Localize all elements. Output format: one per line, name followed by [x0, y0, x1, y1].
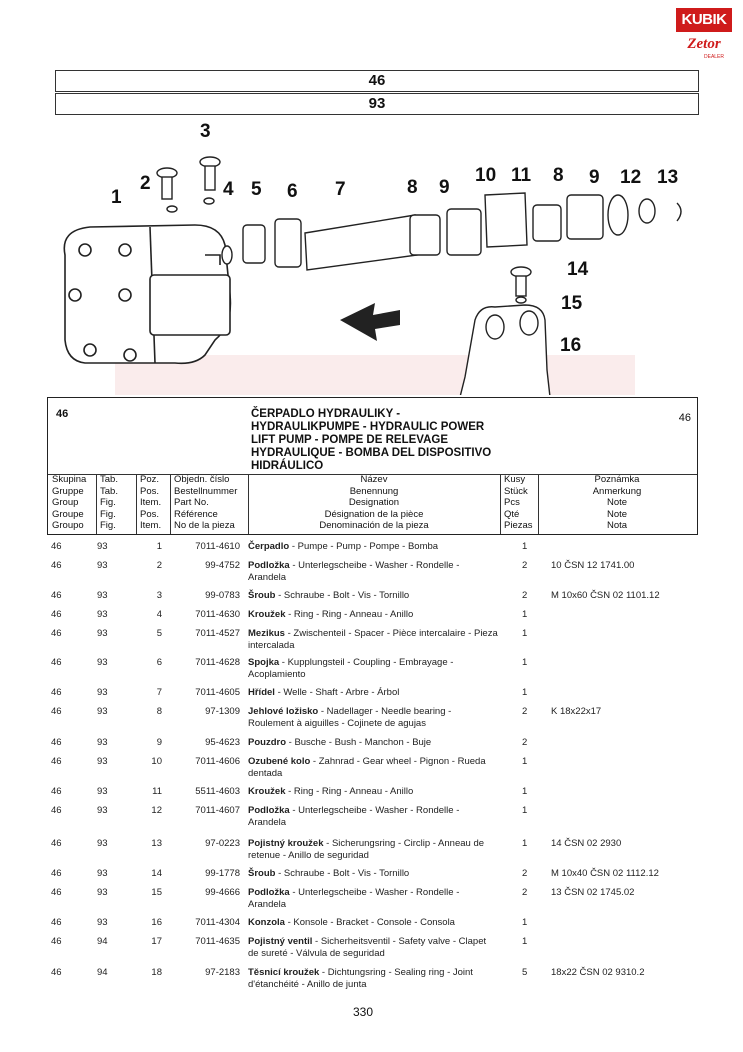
row-position: 2: [156, 560, 162, 571]
row-table: 94: [97, 967, 108, 978]
row-group: 46: [51, 609, 62, 620]
row-group: 46: [51, 917, 62, 928]
row-note: M 10x40 ČSN 02 1112.12: [551, 868, 659, 879]
row-group: 46: [51, 967, 62, 978]
row-quantity: 1: [522, 786, 528, 797]
row-position: 10: [151, 756, 162, 767]
row-quantity: 1: [522, 936, 528, 947]
row-designation-name: Kroužek: [248, 786, 286, 797]
col-head-group: Skupina Gruppe Group Groupe Groupo: [52, 474, 97, 534]
row-quantity: 1: [522, 657, 528, 668]
row-position: 18: [151, 967, 162, 978]
row-table: 93: [97, 628, 108, 639]
row-part-number: 99-0783: [205, 590, 240, 601]
row-quantity: 2: [522, 706, 528, 717]
row-table: 93: [97, 737, 108, 748]
row-group: 46: [51, 756, 62, 767]
row-designation: Podložka - Unterlegscheibe - Washer - Rondelle - Arandela: [248, 560, 460, 583]
row-part-number: 7011-4630: [195, 609, 240, 620]
bolt-parts: [157, 157, 220, 212]
row-quantity: 1: [522, 805, 528, 816]
row-designation: Spojka - Kupplungsteil - Coupling - Embrayage - Acoplamiento: [248, 657, 454, 680]
row-quantity: 5: [522, 967, 528, 978]
row-designation: Podložka - Unterlegscheibe - Washer - Rondelle - Arandela: [248, 805, 460, 828]
row-quantity: 2: [522, 590, 528, 601]
row-designation: Pojistný kroužek - Sicherungsring - Circlip - Anneau de retenue - Anillo de seguridad: [248, 838, 485, 861]
row-designation-name: Konzola: [248, 917, 285, 928]
row-group: 46: [51, 687, 62, 698]
row-table: 93: [97, 756, 108, 767]
title-line: HYDRAULIKPUMPE - HYDRAULIC POWER: [251, 421, 485, 433]
row-designation: Mezikus - Zwischenteil - Spacer - Pièce intercalaire - Pieza intercalada: [248, 628, 498, 651]
row-group: 46: [51, 838, 62, 849]
col-head-designation: Název Benennung Designation Désignation de la pièce Denominación de la pieza: [248, 474, 501, 534]
row-designation-name: Pojistný kroužek: [248, 838, 324, 849]
table-number-header: 93: [55, 93, 699, 115]
row-note: 13 ČSN 02 1745.02: [551, 887, 635, 898]
row-quantity: 1: [522, 541, 528, 552]
row-part-number: 7011-4606: [195, 756, 240, 767]
row-table: 93: [97, 838, 108, 849]
row-table: 93: [97, 687, 108, 698]
row-designation-name: Čerpadlo: [248, 541, 290, 552]
logo-dealer-text: DEALER: [704, 54, 725, 60]
row-part-number: 7011-4628: [195, 657, 240, 668]
row-note: K 18x22x17: [551, 706, 602, 717]
row-quantity: 1: [522, 756, 528, 767]
row-table: 93: [97, 706, 108, 717]
logo-kubik-text: KUBIK: [676, 8, 732, 32]
row-table: 93: [97, 657, 108, 668]
parts-table-header: [47, 397, 698, 535]
row-quantity: 2: [522, 737, 528, 748]
shaft-assembly: [222, 193, 681, 270]
group-code: 46: [56, 408, 69, 420]
callout-label: 16: [560, 335, 582, 356]
row-part-number: 7011-4610: [195, 541, 240, 552]
row-table: 93: [97, 590, 108, 601]
row-note: 14 ČSN 02 2930: [551, 838, 622, 849]
row-quantity: 2: [522, 868, 528, 879]
col-head-part-no: Objedn. číslo Bestellnummer Part No. Référence No de la pieza: [172, 474, 249, 534]
row-position: 3: [156, 590, 162, 601]
row-position: 1: [156, 541, 162, 552]
row-table: 93: [97, 887, 108, 898]
row-designation-name: Jehlové ložisko: [248, 706, 319, 717]
exploded-diagram: [55, 115, 695, 395]
row-designation: Hřídel - Welle - Shaft - Arbre - Árbol: [248, 687, 400, 698]
row-group: 46: [51, 590, 62, 601]
callout-label: 5: [251, 179, 262, 200]
row-quantity: 1: [522, 917, 528, 928]
row-group: 46: [51, 560, 62, 571]
row-group: 46: [51, 936, 62, 947]
callout-label: 8: [553, 165, 564, 186]
row-group: 46: [51, 657, 62, 668]
row-designation-name: Kroužek: [248, 609, 286, 620]
row-part-number: 7011-4635: [195, 936, 240, 947]
row-designation-name: Spojka: [248, 657, 280, 668]
row-table: 93: [97, 560, 108, 571]
row-table: 93: [97, 609, 108, 620]
row-position: 11: [152, 786, 162, 797]
row-part-number: 7011-4527: [195, 628, 240, 639]
group-number-header: 46: [55, 70, 699, 92]
callout-label: 12: [620, 167, 642, 188]
row-position: 6: [156, 657, 162, 668]
callout-label: 9: [439, 177, 450, 198]
assembly-title: [251, 408, 491, 473]
callout-label: 6: [287, 181, 298, 202]
row-position: 14: [151, 868, 162, 879]
callout-label: 2: [140, 173, 151, 194]
row-part-number: 95-4623: [205, 737, 240, 748]
row-position: 15: [151, 887, 162, 898]
row-designation: Jehlové ložisko - Nadellager - Needle bearing - Roulement à aiguilles - Cojinete de agujas: [248, 706, 452, 729]
row-designation-name: Pojistný ventil: [248, 936, 313, 947]
row-position: 13: [151, 838, 162, 849]
row-designation-name: Podložka: [248, 887, 290, 898]
row-designation: Konzola - Konsole - Bracket - Console - Consola: [248, 917, 455, 928]
callout-label: 4: [223, 179, 234, 200]
row-table: 93: [97, 805, 108, 816]
row-designation-name: Pouzdro: [248, 737, 286, 748]
bracket-part: [460, 267, 550, 395]
row-quantity: 2: [522, 887, 528, 898]
row-table: 94: [97, 936, 108, 947]
callout-label: 1: [111, 187, 122, 208]
row-designation-name: Těsnicí kroužek: [248, 967, 320, 978]
callout-label: 11: [511, 165, 532, 186]
title-line: HIDRÁULICO: [251, 460, 324, 472]
col-head-table: Tab. Tab. Fig. Fig. Fig.: [98, 474, 137, 534]
row-quantity: 1: [522, 687, 528, 698]
row-designation: Těsnicí kroužek - Dichtungsring - Sealing ring - Joint d'étanchéité - Anillo de junta: [248, 967, 473, 990]
title-line: ČERPADLO HYDRAULIKY -: [251, 408, 401, 420]
row-designation: Podložka - Unterlegscheibe - Washer - Rondelle - Arandela: [248, 887, 460, 910]
row-designation-name: Podložka: [248, 805, 290, 816]
row-designation: Kroužek - Ring - Ring - Anneau - Anillo: [248, 609, 414, 620]
row-position: 8: [156, 706, 162, 717]
row-position: 5: [156, 628, 162, 639]
row-designation: Čerpadlo - Pumpe - Pump - Pompe - Bomba: [248, 541, 439, 552]
direction-arrow: [340, 303, 400, 341]
row-group: 46: [51, 786, 62, 797]
row-part-number: 99-1778: [205, 868, 240, 879]
row-group: 46: [51, 706, 62, 717]
callout-label: 3: [200, 121, 211, 142]
row-note: 10 ČSN 12 1741.00: [551, 560, 635, 571]
callout-label: 14: [567, 259, 589, 280]
title-line: LIFT PUMP - POMPE DE RELEVAGE: [251, 434, 449, 446]
row-note: M 10x60 ČSN 02 1101.12: [551, 590, 660, 601]
row-group: 46: [51, 805, 62, 816]
row-position: 12: [151, 805, 162, 816]
row-position: 7: [156, 687, 162, 698]
row-table: 93: [97, 868, 108, 879]
kubik-zetor-logo: [676, 8, 732, 64]
callout-label: 8: [407, 177, 418, 198]
page-number: 330: [353, 1005, 374, 1019]
title-line: HYDRAULIQUE - BOMBA DEL DISPOSITIVO: [251, 447, 492, 459]
row-designation-name: Mezikus: [248, 628, 285, 639]
row-part-number: 97-0223: [205, 838, 240, 849]
col-head-note: Poznámka Anmerkung Note Note Nota: [592, 474, 642, 531]
row-quantity: 1: [522, 609, 528, 620]
row-part-number: 97-1309: [205, 706, 240, 717]
row-part-number: 7011-4607: [195, 805, 240, 816]
row-position: 16: [151, 917, 162, 928]
row-designation-name: Hřídel: [248, 687, 275, 698]
row-part-number: 99-4666: [205, 887, 240, 898]
logo-zetor-text: Zetor: [687, 36, 721, 52]
row-quantity: 2: [522, 560, 528, 571]
callout-label: 10: [475, 165, 497, 186]
row-designation: Šroub - Schraube - Bolt - Vis - Tornillo: [248, 868, 410, 879]
row-group: 46: [51, 628, 62, 639]
callout-label: 9: [589, 167, 600, 188]
group-code-right: 46: [678, 412, 691, 424]
row-table: 93: [97, 786, 108, 797]
row-note: 18x22 ČSN 02 9310.2: [551, 967, 645, 978]
pump-body-part: [64, 225, 230, 363]
row-part-number: 7011-4304: [195, 917, 240, 928]
row-designation-name: Ozubené kolo: [248, 756, 311, 767]
row-group: 46: [51, 737, 62, 748]
row-position: 4: [156, 609, 162, 620]
row-group: 46: [51, 541, 62, 552]
row-quantity: 1: [522, 838, 528, 849]
row-quantity: 1: [522, 628, 528, 639]
col-head-position: Poz. Pos. Item. Pos. Item.: [138, 474, 171, 534]
row-designation-name: Šroub: [248, 868, 276, 879]
row-position: 9: [156, 737, 162, 748]
row-designation: Šroub - Schraube - Bolt - Vis - Tornillo: [248, 590, 410, 601]
row-part-number: 99-4752: [205, 560, 240, 571]
row-part-number: 97-2183: [205, 967, 240, 978]
row-position: 17: [151, 936, 162, 947]
row-designation: Pouzdro - Busche - Bush - Manchon - Buje: [248, 737, 432, 748]
row-designation: Kroužek - Ring - Ring - Anneau - Anillo: [248, 786, 414, 797]
row-designation-name: Šroub: [248, 590, 276, 601]
row-designation: Pojistný ventil - Sicherheitsventil - Safety valve - Clapet de sureté - Válvula de seguridad: [248, 936, 487, 959]
row-part-number: 5511-4603: [195, 786, 240, 797]
row-part-number: 7011-4605: [195, 687, 240, 698]
row-table: 93: [97, 541, 108, 552]
row-designation-name: Podložka: [248, 560, 290, 571]
callout-label: 13: [657, 167, 679, 188]
row-designation: Ozubené kolo - Zahnrad - Gear wheel - Pignon - Rueda dentada: [248, 756, 486, 779]
callout-label: 15: [561, 293, 583, 314]
row-group: 46: [51, 868, 62, 879]
col-head-quantity: Kusy Stück Pcs Qté Piezas: [502, 474, 539, 534]
callout-label: 7: [335, 179, 346, 200]
row-table: 93: [97, 917, 108, 928]
row-group: 46: [51, 887, 62, 898]
